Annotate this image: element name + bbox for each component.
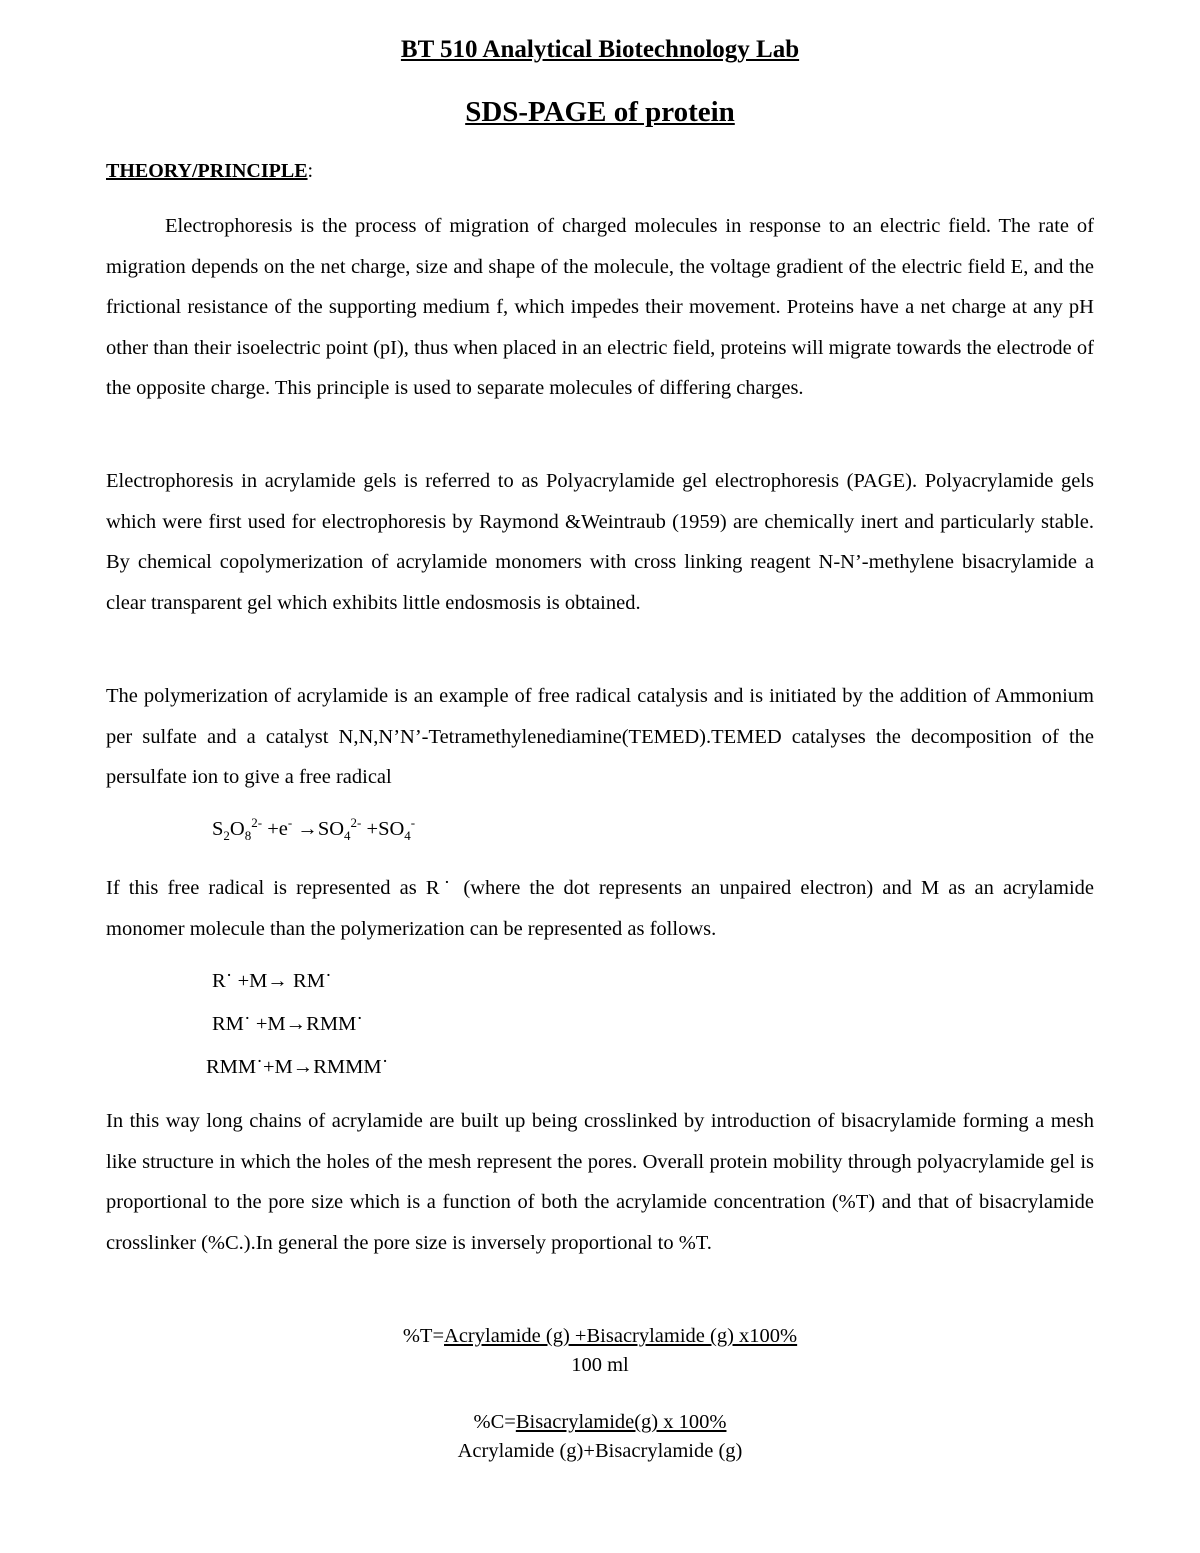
section-heading-colon: : <box>307 160 314 182</box>
paragraph-crosslinking: In this way long chains of acrylamide are built up being crosslinked by introduction of bisacrylamide forming a mesh like structure in which the holes of the mesh represent the pores. Overall protein mobility through polyacrylamide gel is proportional to the pore size which is a function of both the acrylamide concentration (%T) and that of bisacrylamide crosslinker (%C.).In general the pore size is inversely proportional to %T. <box>106 1110 1094 1254</box>
persulfate-equation <box>212 815 416 844</box>
eq-o-sub: 8 <box>244 828 252 844</box>
formula-t-prefix: %T= <box>402 1325 445 1347</box>
formula-t-denominator: 100 ml <box>571 1354 629 1376</box>
eq-arrow: →SO <box>292 818 345 840</box>
formula-c-denominator: Acrylamide (g)+Bisacrylamide (g) <box>457 1440 743 1462</box>
formula-c-numerator-line <box>0 1408 1200 1437</box>
course-title: BT 510 Analytical Biotechnology Lab <box>400 36 800 63</box>
radical-equation: RMM˙+M→RMMM˙ <box>206 1056 389 1078</box>
paragraph-polymerization: The polymerization of acrylamide is an example of free radical catalysis and is initiated by the addition of Ammonium per sulfate and a catalyst N,N,N’N’-Tetramethylenediamine(TEMED).TEMED catalyses the decomposition of the persulfate ion to give a free radical <box>106 685 1094 789</box>
section-heading-text: THEORY/PRINCIPLE <box>106 160 308 182</box>
formula-t-numerator-line <box>0 1322 1200 1351</box>
eq-so4b-sup: - <box>410 815 416 831</box>
formula-percent-t <box>0 1322 1200 1380</box>
eq-so4-sub: 4 <box>344 828 351 844</box>
formula-percent-c <box>0 1408 1200 1466</box>
eq-so4-sup: 2- <box>350 815 362 831</box>
eq-plus-e: +e <box>262 818 288 840</box>
eq-e-sup: - <box>287 815 293 831</box>
formula-c-prefix: %C= <box>473 1411 516 1433</box>
formula-c-numerator: Bisacrylamide(g) x 100% <box>515 1411 727 1433</box>
eq-o-sup: 2- <box>251 815 263 831</box>
eq-plus-so4: +SO <box>361 818 405 840</box>
document-title: SDS-PAGE of protein <box>465 96 735 128</box>
formula-t-numerator: Acrylamide (g) +Bisacrylamide (g) x100% <box>444 1325 798 1347</box>
eq-o: O <box>229 818 245 840</box>
paragraph-electrophoresis: Electrophoresis is the process of migration of charged molecules in response to an electric field. The rate of migration depends on the net charge, size and shape of the molecule, the voltage gradient of the electric field E, and the frictional resistance of the supporting medium f, which impedes their movement. Proteins have a net charge at any pH other than their isoelectric point (pI), thus when placed in an electric field, proteins will migrate towards the electrode of the opposite charge. This principle is used to separate molecules of differing charges. <box>106 215 1094 400</box>
radical-equation: R˙ +M→ RM˙ <box>212 970 332 992</box>
section-heading <box>106 160 313 183</box>
paragraph-free-radical: If this free radical is represented as R˙ (where the dot represents an unpaired electron) and M as an acrylamide monomer molecule than the polymerization can be represented as follows. <box>106 877 1094 940</box>
paragraph-page: Electrophoresis in acrylamide gels is referred to as Polyacrylamide gel electrophoresis (PAGE). Polyacrylamide gels which were first used for electrophoresis by Raymond &Weintraub (1959) are chemically inert and particularly stable. By chemical copolymerization of acrylamide monomers with cross linking reagent N-N’-methylene bisacrylamide a clear transparent gel which exhibits little endosmosis is obtained. <box>106 470 1094 614</box>
radical-equation: RM˙ +M→RMM˙ <box>212 1013 364 1035</box>
eq-so4b-sub: 4 <box>404 828 411 844</box>
eq-s-sub: 2 <box>223 828 230 844</box>
eq-s: S <box>212 818 224 840</box>
